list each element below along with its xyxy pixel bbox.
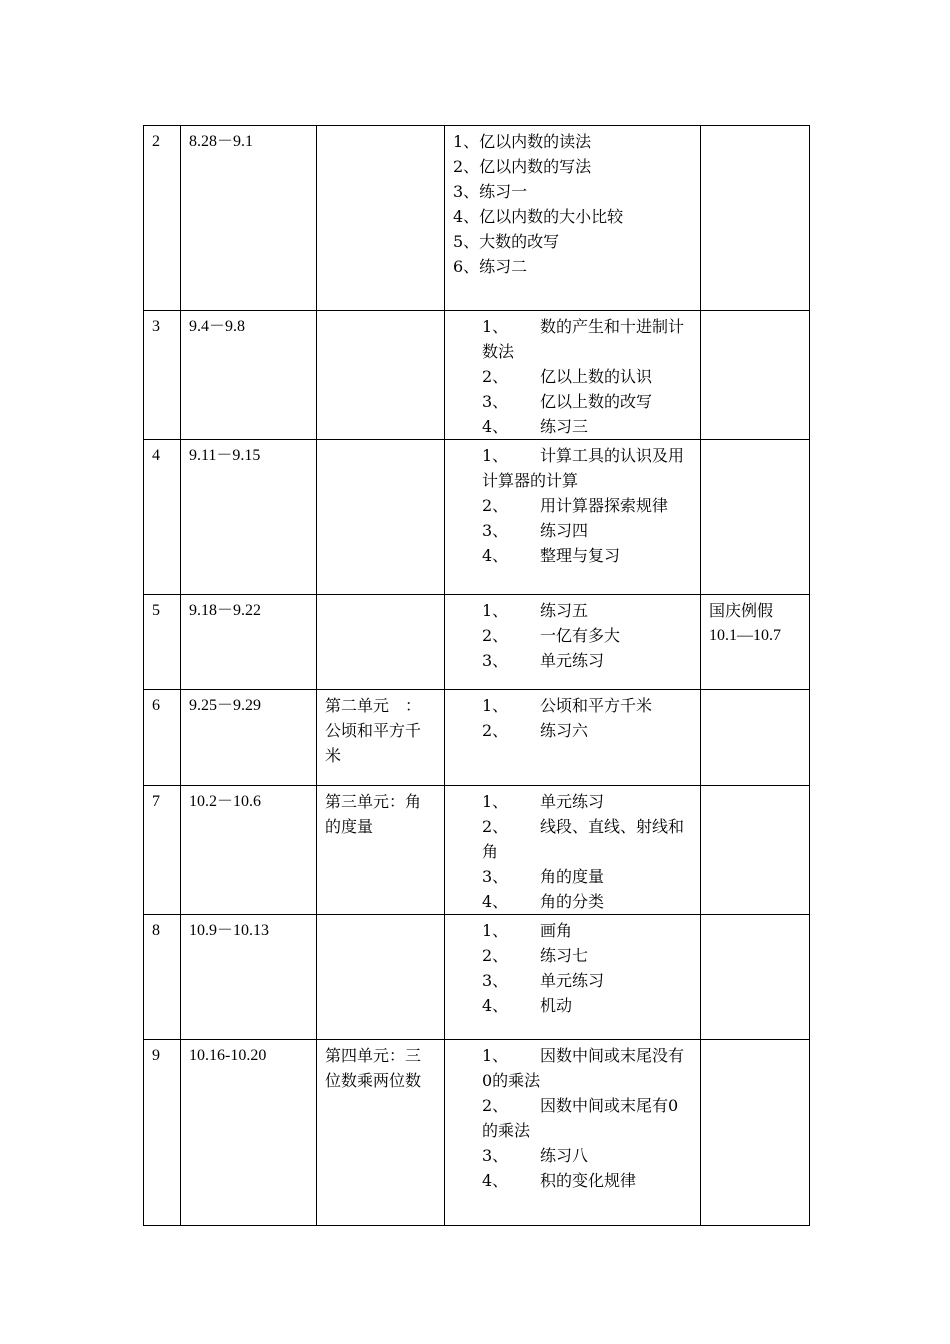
lesson-item: 3、 练习八 [482, 1146, 589, 1165]
table-row [144, 690, 810, 786]
week-cell: 8 [144, 915, 181, 1040]
date-cell: 10.16-10.20 [181, 1040, 317, 1226]
lesson-item: 1、 练习五 [482, 601, 589, 620]
date-cell: 9.25－9.29 [181, 690, 317, 786]
week-cell: 7 [144, 786, 181, 915]
note-cell [701, 915, 810, 1040]
week-cell: 9 [144, 1040, 181, 1226]
unit-cell [317, 915, 445, 1040]
lesson-item: 4、 整理与复习 [482, 546, 621, 565]
unit-cell [317, 690, 445, 786]
date-cell: 9.18－9.22 [181, 595, 317, 690]
unit-cell [317, 595, 445, 690]
week-cell: 2 [144, 126, 181, 311]
lesson-item-continued: 角 [482, 842, 499, 861]
unit-cell [317, 126, 445, 311]
lesson-item-continued: 数法 [482, 342, 515, 361]
unit-cell [317, 1040, 445, 1226]
lesson-item: 1、亿以内数的读法 [453, 132, 592, 151]
note-cell [701, 595, 810, 690]
table-row [144, 126, 810, 311]
teaching-schedule-table [143, 125, 810, 1226]
lesson-item-continued: 的乘法 [482, 1121, 531, 1140]
unit-title-continued: 米 [325, 746, 342, 765]
lesson-item: 4、 角的分类 [482, 892, 605, 911]
lesson-item-continued: 0的乘法 [482, 1071, 541, 1090]
unit-title: 第四单元：三 [325, 1046, 422, 1065]
note-cell [701, 786, 810, 915]
lessons-cell [445, 1040, 701, 1226]
lesson-item: 3、练习一 [453, 182, 528, 201]
unit-title-continued: 的度量 [325, 817, 374, 836]
table-row [144, 1040, 810, 1226]
holiday-dates: 10.1—10.7 [709, 627, 781, 644]
table-row [144, 915, 810, 1040]
unit-title-continued: 公顷和平方千 [325, 721, 422, 740]
note-cell [701, 126, 810, 311]
lesson-item: 4、亿以内数的大小比较 [453, 207, 624, 226]
note-cell [701, 440, 810, 595]
lesson-item: 1、 因数中间或末尾没有 [482, 1046, 685, 1065]
lesson-item-continued: 计算器的计算 [482, 471, 579, 490]
unit-title: 第二单元 ： [325, 696, 422, 715]
lesson-item: 2、 练习六 [482, 721, 589, 740]
lesson-item: 3、 单元练习 [482, 651, 605, 670]
note-cell [701, 311, 810, 440]
week-cell: 3 [144, 311, 181, 440]
date-cell: 8.28－9.1 [181, 126, 317, 311]
week-cell: 6 [144, 690, 181, 786]
lesson-item: 2、 线段、直线、射线和 [482, 817, 685, 836]
note-cell [701, 1040, 810, 1226]
holiday-note: 国庆例假 [709, 601, 774, 620]
unit-cell [317, 311, 445, 440]
lesson-item: 4、 练习三 [482, 417, 589, 436]
lesson-item: 3、 练习四 [482, 521, 589, 540]
date-cell: 9.4－9.8 [181, 311, 317, 440]
lesson-item: 5、大数的改写 [453, 232, 560, 251]
lesson-item: 3、 角的度量 [482, 867, 605, 886]
lesson-item: 1、 画角 [482, 921, 573, 940]
lessons-cell [445, 690, 701, 786]
lesson-item: 1、 数的产生和十进制计 [482, 317, 685, 336]
lesson-item: 6、练习二 [453, 257, 528, 276]
table-row [144, 595, 810, 690]
lesson-item: 2、 一亿有多大 [482, 626, 621, 645]
unit-title: 第三单元：角 [325, 792, 422, 811]
table-row [144, 786, 810, 915]
lessons-cell [445, 595, 701, 690]
lesson-item: 2、 因数中间或末尾有0 [482, 1096, 679, 1115]
lesson-item: 4、 积的变化规律 [482, 1171, 637, 1190]
lesson-item: 3、 单元练习 [482, 971, 605, 990]
unit-cell [317, 440, 445, 595]
unit-cell [317, 786, 445, 915]
lesson-item: 4、 机动 [482, 996, 573, 1015]
lesson-item: 1、 公顷和平方千米 [482, 696, 653, 715]
week-cell: 4 [144, 440, 181, 595]
lessons-cell [445, 786, 701, 915]
note-cell [701, 690, 810, 786]
lesson-item: 2、 亿以上数的认识 [482, 367, 653, 386]
lessons-cell [445, 126, 701, 311]
lesson-item: 1、 计算工具的认识及用 [482, 446, 685, 465]
unit-title-continued: 位数乘两位数 [325, 1071, 422, 1090]
date-cell: 9.11－9.15 [181, 440, 317, 595]
table-row [144, 311, 810, 440]
lesson-item: 2、 用计算器探索规律 [482, 496, 669, 515]
lesson-item: 2、亿以内数的写法 [453, 157, 592, 176]
lesson-item: 3、 亿以上数的改写 [482, 392, 653, 411]
week-cell: 5 [144, 595, 181, 690]
lesson-item: 2、 练习七 [482, 946, 589, 965]
lessons-cell [445, 311, 701, 440]
table-row [144, 440, 810, 595]
lessons-cell [445, 440, 701, 595]
lesson-item: 1、 单元练习 [482, 792, 605, 811]
lessons-cell [445, 915, 701, 1040]
date-cell: 10.2－10.6 [181, 786, 317, 915]
date-cell: 10.9－10.13 [181, 915, 317, 1040]
